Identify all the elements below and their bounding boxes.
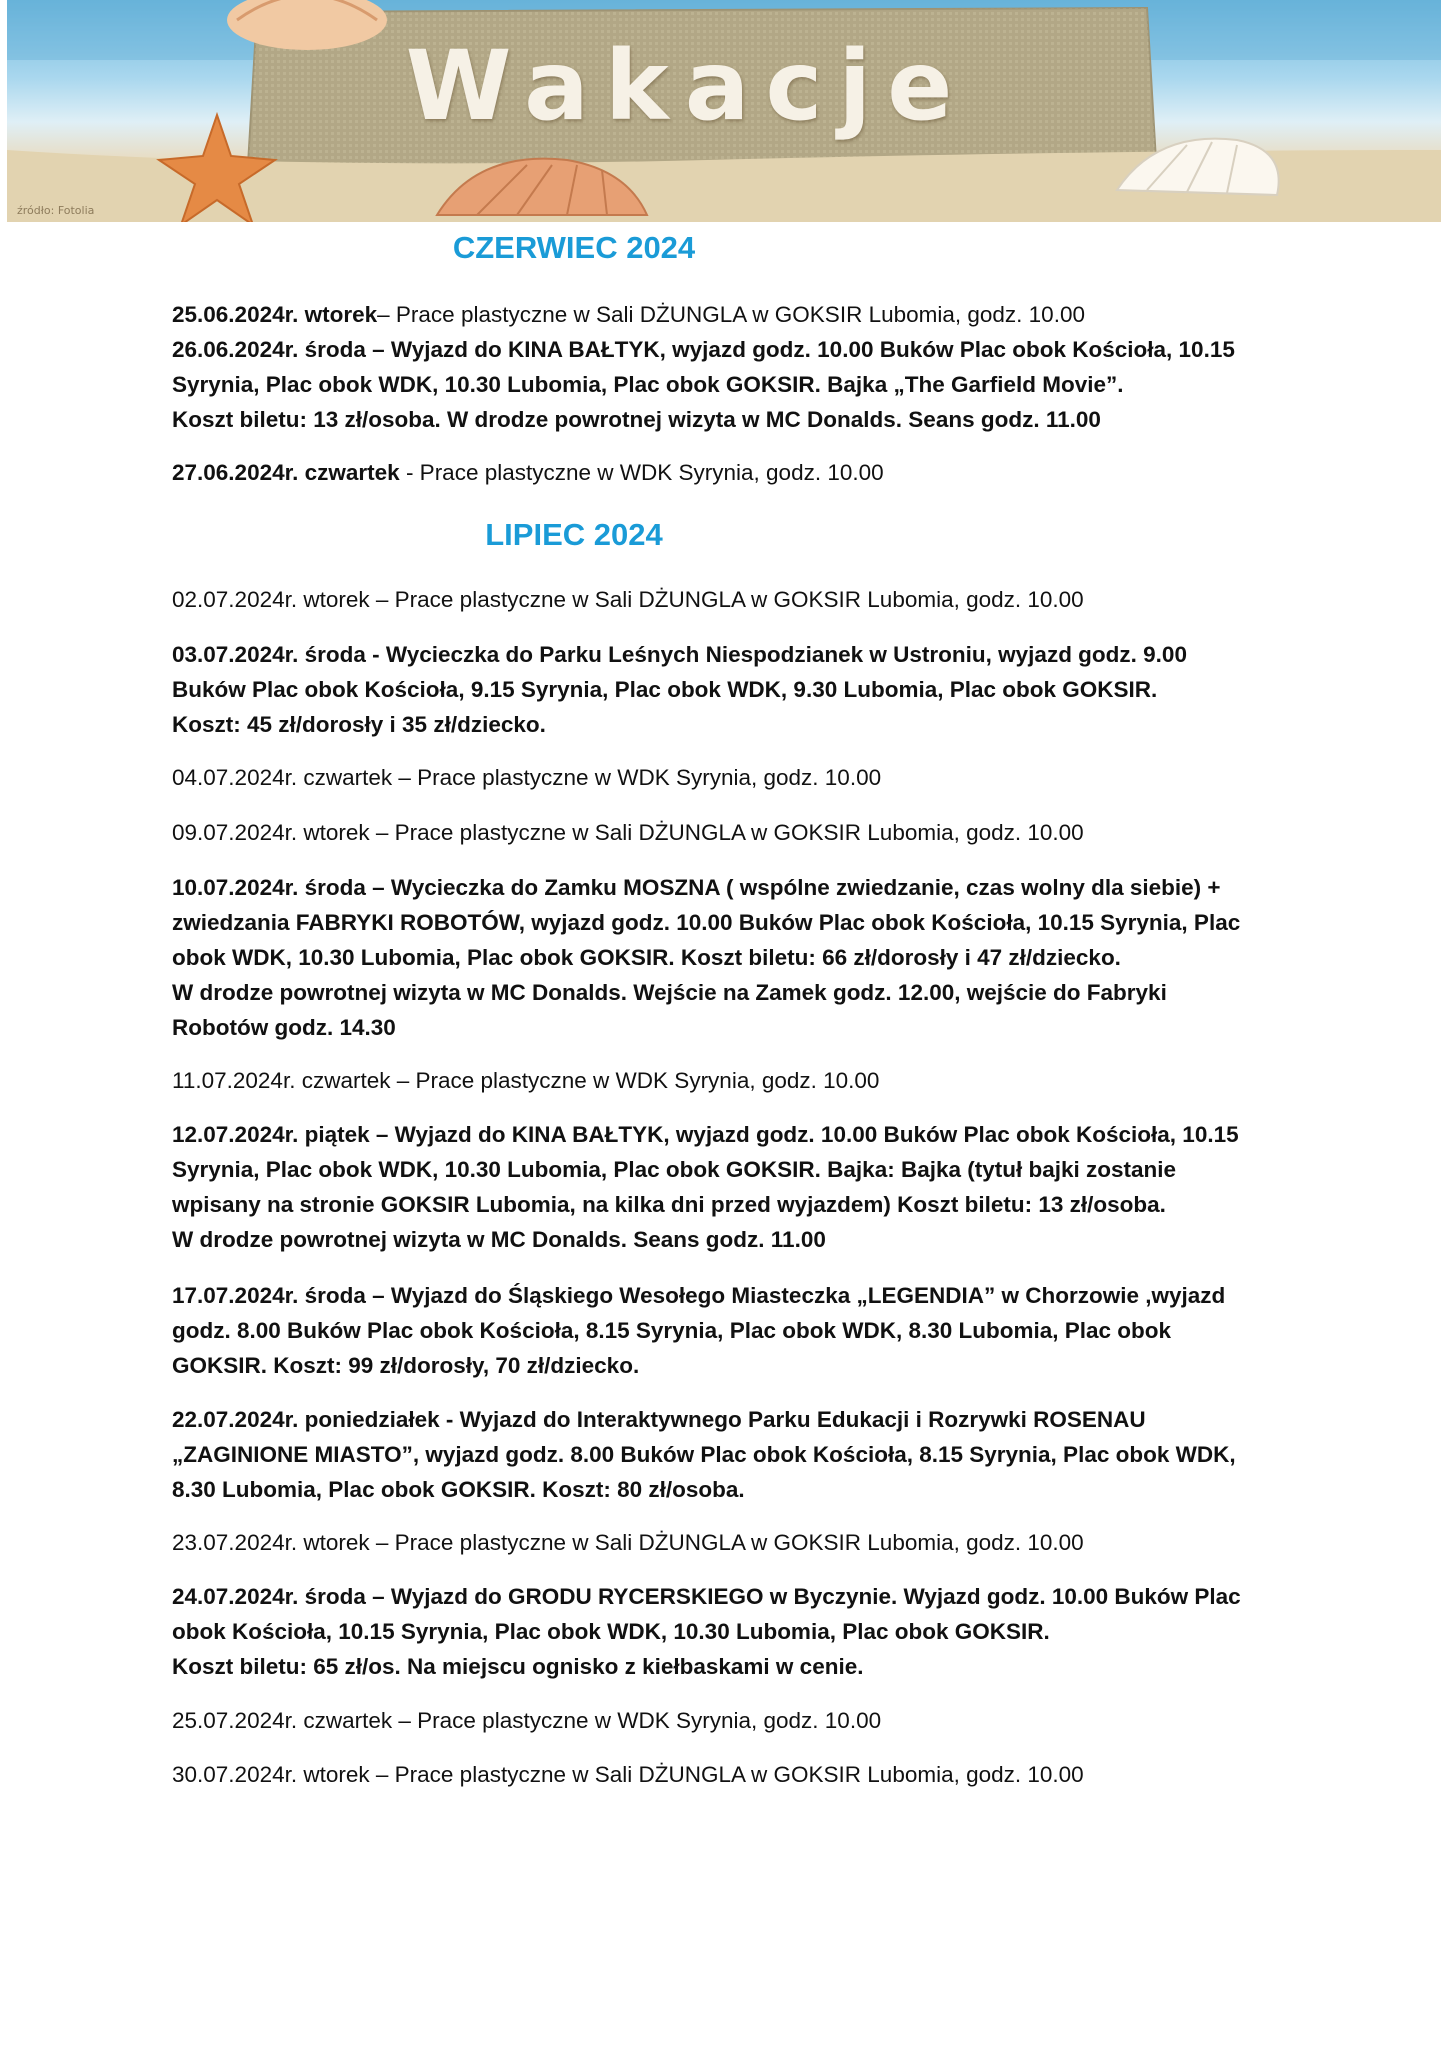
- entry-line: obok Kościoła, 10.15 Syrynia, Plac obok WDK, 10.30 Lubomia, Plac obok GOKSIR.: [172, 1619, 1050, 1644]
- entry-line: godz. 8.00 Buków Plac obok Kościoła, 8.15 Syrynia, Plac obok WDK, 8.30 Lubomia, Plac obok: [172, 1318, 1172, 1343]
- schedule-entry: [172, 637, 1272, 742]
- entry-line: wpisany na stronie GOKSIR Lubomia, na kilka dni przed wyjazdem) Koszt biletu: 13 zł/osoba.: [172, 1192, 1166, 1217]
- image-credit: źródło: Fotolia: [17, 204, 95, 217]
- entry-line: 24.07.2024r. środa – Wyjazd do GRODU RYCERSKIEGO w Byczynie. Wyjazd godz. 10.00 Buków Plac: [172, 1584, 1241, 1609]
- schedule-entry: [172, 1525, 1272, 1560]
- month-heading-july: LIPIEC 2024: [485, 517, 663, 552]
- header-banner: [7, 0, 1441, 222]
- schedule-entry: [172, 1063, 1272, 1098]
- entry-date: 27.06.2024r. czwartek: [172, 460, 400, 485]
- schedule-entry: [172, 1402, 1272, 1507]
- entry-text: - Prace plastyczne w WDK Syrynia, godz. 10.00: [399, 460, 884, 485]
- entry-text: – Prace plastyczne w Sali DŻUNGLA w GOKSIR Lubomia, godz. 10.00: [377, 302, 1085, 327]
- entry-line: 30.07.2024r. wtorek – Prace plastyczne w Sali DŻUNGLA w GOKSIR Lubomia, godz. 10.00: [172, 1762, 1084, 1787]
- schedule-entry: [172, 455, 1272, 490]
- entry-line: W drodze powrotnej wizyta w MC Donalds. Wejście na Zamek godz. 12.00, wejście do Fabryki: [172, 980, 1167, 1005]
- entry-line: 17.07.2024r. środa – Wyjazd do Śląskiego Wesołego Miasteczka „LEGENDIA” w Chorzowie ,wyjazd: [172, 1283, 1226, 1308]
- schedule-entry: [172, 1757, 1272, 1792]
- schedule-entry: [172, 582, 1272, 617]
- entry-line: 22.07.2024r. poniedziałek - Wyjazd do Interaktywnego Parku Edukacji i Rozrywki ROSENAU: [172, 1407, 1146, 1432]
- entry-line: Koszt biletu: 13 zł/osoba. W drodze powrotnej wizyta w MC Donalds. Seans godz. 11.00: [172, 407, 1101, 432]
- entry-line: Koszt biletu: 65 zł/os. Na miejscu ognisko z kiełbaskami w cenie.: [172, 1654, 864, 1679]
- month-heading-june: CZERWIEC 2024: [452, 230, 696, 265]
- entry-line: 25.07.2024r. czwartek – Prace plastyczne w WDK Syrynia, godz. 10.00: [172, 1708, 882, 1733]
- schedule-entry: [172, 760, 1272, 795]
- entry-line: Robotów godz. 14.30: [172, 1015, 396, 1040]
- entry-line: Syrynia, Plac obok WDK, 10.30 Lubomia, Plac obok GOKSIR. Bajka: Bajka (tytuł bajki zostanie: [172, 1157, 1177, 1182]
- entry-line: Koszt: 45 zł/dorosły i 35 zł/dziecko.: [172, 712, 546, 737]
- entry-line: 10.07.2024r. środa – Wycieczka do Zamku MOSZNA ( wspólne zwiedzanie, czas wolny dla siebie) +: [172, 875, 1221, 900]
- entry-date: 25.06.2024r. wtorek: [172, 302, 378, 327]
- entry-line: GOKSIR. Koszt: 99 zł/dorosły, 70 zł/dziecko.: [172, 1353, 640, 1378]
- entry-line: obok WDK, 10.30 Lubomia, Plac obok GOKSIR. Koszt biletu: 66 zł/dorosły i 47 zł/dziecko.: [172, 945, 1121, 970]
- schedule-entry: [172, 1703, 1272, 1738]
- entry-line: 03.07.2024r. środa - Wycieczka do Parku Leśnych Niespodzianek w Ustroniu, wyjazd godz. 9.00: [172, 642, 1187, 667]
- entry-line: 8.30 Lubomia, Plac obok GOKSIR. Koszt: 80 zł/osoba.: [172, 1477, 745, 1502]
- banner-title: Wakacje: [405, 30, 969, 142]
- schedule-entry: [172, 297, 1272, 332]
- schedule-entry: [172, 332, 1272, 437]
- entry-line: Buków Plac obok Kościoła, 9.15 Syrynia, Plac obok WDK, 9.30 Lubomia, Plac obok GOKSIR.: [172, 677, 1158, 702]
- schedule-entry: [172, 1117, 1272, 1257]
- entry-line: 23.07.2024r. wtorek – Prace plastyczne w Sali DŻUNGLA w GOKSIR Lubomia, godz. 10.00: [172, 1530, 1084, 1555]
- schedule-entry: [172, 870, 1272, 1045]
- entry-line: zwiedzania FABRYKI ROBOTÓW, wyjazd godz. 10.00 Buków Plac obok Kościoła, 10.15 Syrynia, Plac: [172, 910, 1241, 935]
- entry-line: Syrynia, Plac obok WDK, 10.30 Lubomia, Plac obok GOKSIR. Bajka „The Garfield Movie”.: [172, 372, 1124, 397]
- entry-line: W drodze powrotnej wizyta w MC Donalds. Seans godz. 11.00: [172, 1227, 826, 1252]
- schedule-entry: [172, 1579, 1272, 1684]
- entry-line: 26.06.2024r. środa – Wyjazd do KINA BAŁTYK, wyjazd godz. 10.00 Buków Plac obok Kościoła, 10.15: [172, 337, 1235, 362]
- entry-line: 02.07.2024r. wtorek – Prace plastyczne w Sali DŻUNGLA w GOKSIR Lubomia, godz. 10.00: [172, 587, 1084, 612]
- entry-line: 12.07.2024r. piątek – Wyjazd do KINA BAŁTYK, wyjazd godz. 10.00 Buków Plac obok Kościoła, 10.15: [172, 1122, 1239, 1147]
- entry-line: 11.07.2024r. czwartek – Prace plastyczne w WDK Syrynia, godz. 10.00: [172, 1068, 880, 1093]
- entry-line: 04.07.2024r. czwartek – Prace plastyczne w WDK Syrynia, godz. 10.00: [172, 765, 882, 790]
- schedule-entry: [172, 1278, 1272, 1383]
- entry-line: 09.07.2024r. wtorek – Prace plastyczne w Sali DŻUNGLA w GOKSIR Lubomia, godz. 10.00: [172, 820, 1084, 845]
- schedule-entry: [172, 815, 1272, 850]
- entry-line: „ZAGINIONE MIASTO”, wyjazd godz. 8.00 Buków Plac obok Kościoła, 8.15 Syrynia, Plac obok WDK,: [172, 1442, 1236, 1467]
